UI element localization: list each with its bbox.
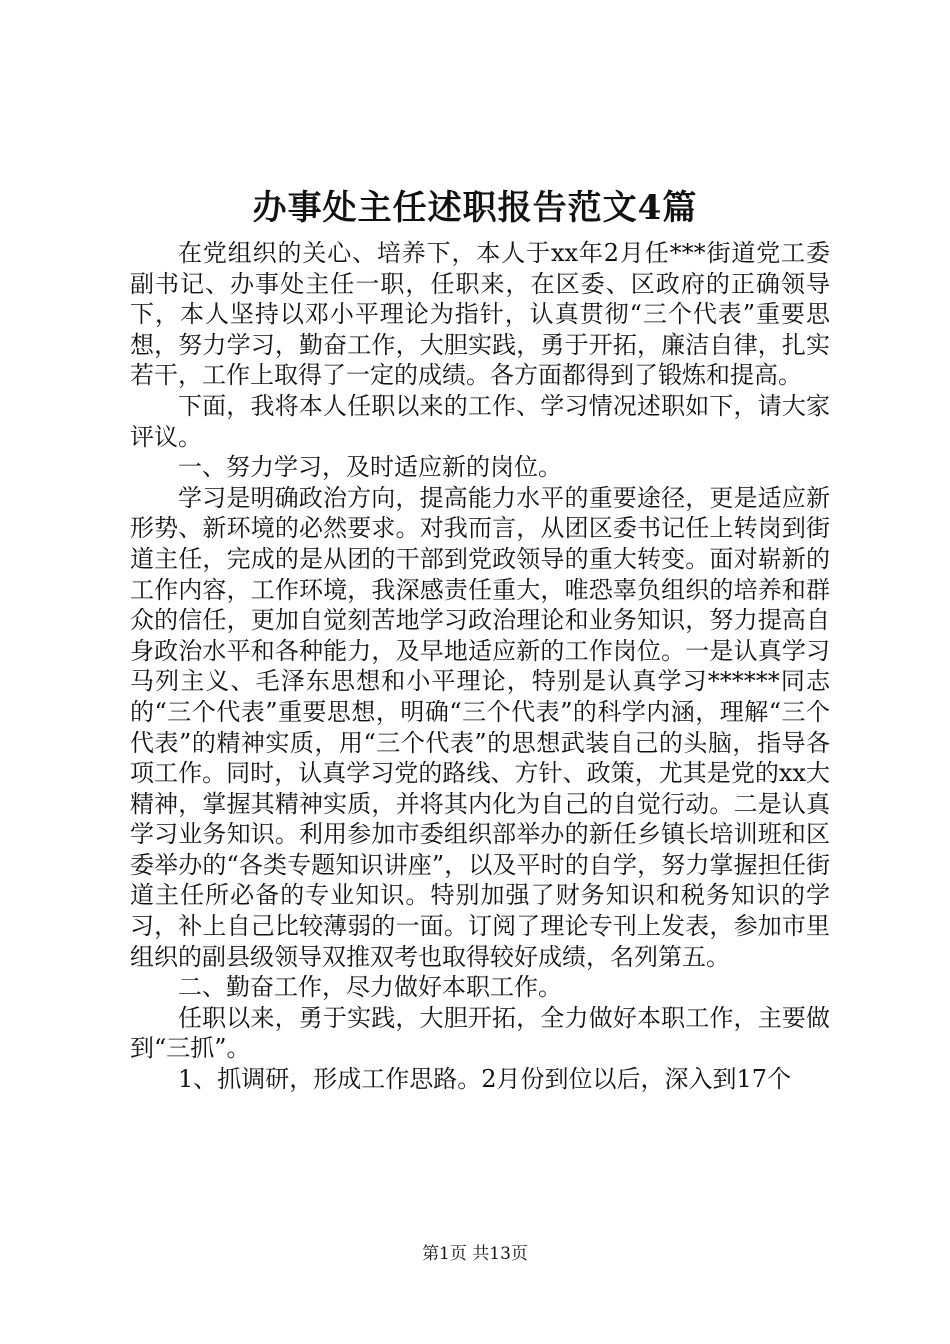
paragraph-research: 1、抓调研，形成工作思路。2月份到位以后，深入到17个: [178, 1065, 792, 1094]
section-heading-1: 一、努力学习，及时适应新的岗位。: [178, 453, 562, 482]
document-body: [130, 238, 830, 1095]
section-heading-2: 二、勤奋工作，尽力做好本职工作。: [178, 973, 562, 1002]
paragraph-intro: 在党组织的关心、培养下，本人于xx年2月任***街道党工委副书记、办事处主任一职，任职来，在区委、区政府的正确领导下，本人坚持以邓小平理论为指针，认真贯彻“三个代表”重要思想，努力学习，勤奋工作，大胆实践，勇于开拓，廉洁自律，扎实若干，工作上取得了一定的成绩。各方面都得到了锻炼和提高。: [130, 239, 830, 390]
paragraph-report-intro: 下面，我将本人任职以来的工作、学习情况述职如下，请大家评议。: [130, 391, 830, 451]
page-number: 第1页 共13页: [422, 1244, 528, 1264]
paragraph-work: 任职以来，勇于实践，大胆开拓，全力做好本职工作，主要做到“三抓”。: [130, 1003, 830, 1063]
document-title: 办事处主任述职报告范文4篇: [252, 188, 698, 228]
paragraph-study: 学习是明确政治方向，提高能力水平的重要途径，更是适应新形势、新环境的必然要求。对我而言，从团区委书记任上转岗到街道主任，完成的是从团的干部到党政领导的重大转变。面对崭新的工作内容，工作环境，我深感责任重大，唯恐辜负组织的培养和群众的信任，更加自觉刻苦地学习政治理论和业务知识，努力提高自身政治水平和各种能力，及早地适应新的工作岗位。一是认真学习马列主义、毛泽东思想和小平理论，特别是认真学习******同志的“三个代表”重要思想，明确“三个代表”的科学内涵，理解“三个代表”的精神实质，用“三个代表”的思想武装自己的头脑，指导各项工作。同时，认真学习党的路线、方针、政策，尤其是党的xx大精神，掌握其精神实质，并将其内化为自己的自觉行动。二是认真学习业务知识。利用参加市委组织部举办的新任乡镇长培训班和区委举办的“各类专题知识讲座”，以及平时的自学，努力掌握担任街道主任所必备的专业知识。特别加强了财务知识和税务知识的学习，补上自己比较薄弱的一面。订阅了理论专刊上发表，参加市里组织的副县级领导双推双考也取得较好成绩，名列第五。: [130, 483, 830, 971]
